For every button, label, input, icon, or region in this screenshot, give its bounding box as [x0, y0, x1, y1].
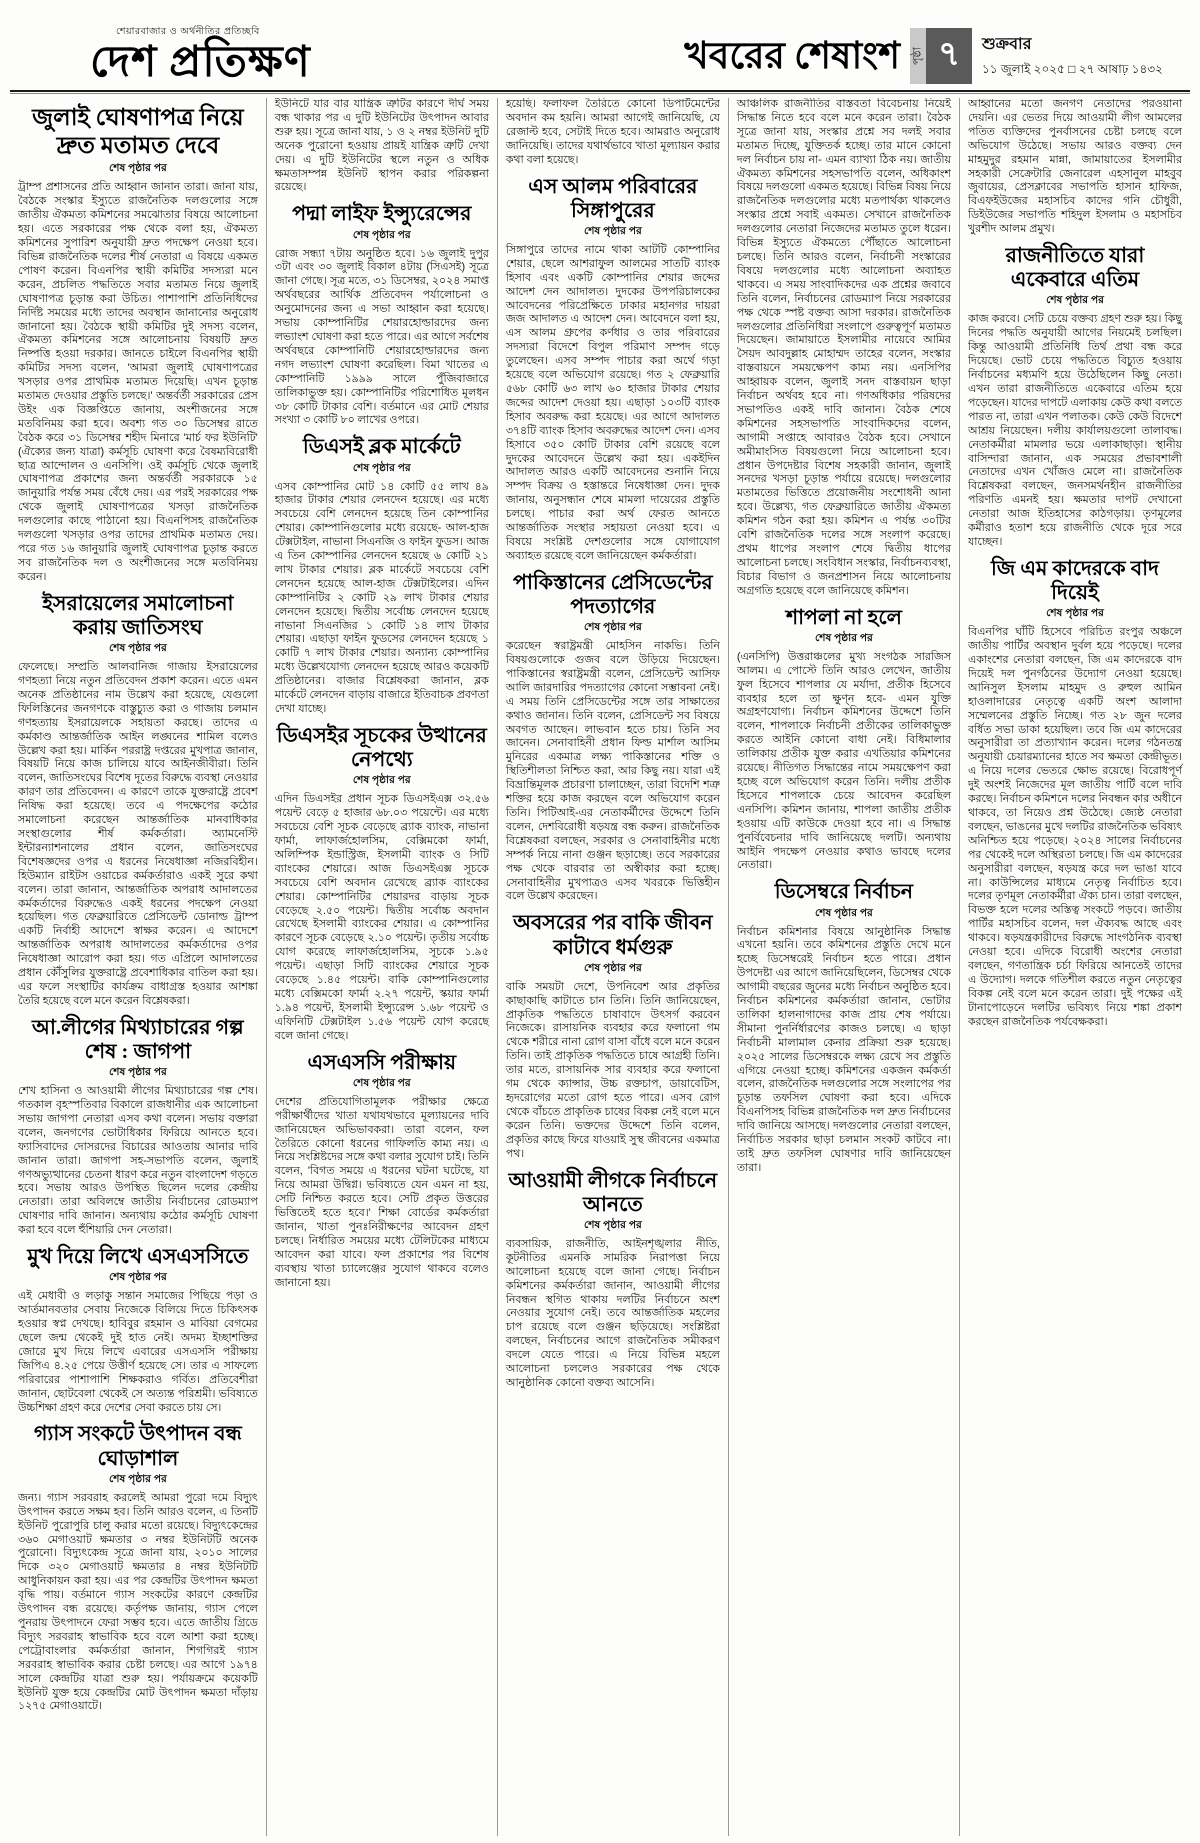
article-body: নির্বাচন কমিশনার বিষয়ে আনুষ্ঠানিক সিদ্ধান্ত এখনো হয়নি। তবে কমিশনের প্রস্তুতি দেখে মনে হচ্ছে ডিসেম্বরেই নির্বাচন হতে পারে। প্রধান উপদেষ্টা এর আগে জানিয়েছিলেন, ডিসেম্বর থেকে আগামী বছরের জুনের মধ্যে নির্বাচন অনুষ্ঠিত হবে। নির্বাচন কমিশনের কর্মকর্তারা জানান, ভোটার তালিকা হালনাগাদের কাজ প্রায় শেষ পর্যায়ে। সীমানা পুনর্নির্ধারণের কাজও চলছে। এ ছাড়া নির্বাচনী মালামাল কেনার প্রক্রিয়া শুরু হয়েছে। ২০২৫ সালের ডিসেম্বরকে লক্ষ্য রেখে সব প্রস্তুতি এগিয়ে নেওয়া হচ্ছে। কমিশনের একজন কর্মকর্তা বলেন, রাজনৈতিক দলগুলোর সঙ্গে সংলাপের পর চূড়ান্ত তফসিল ঘোষণা করা হবে। এদিকে বিএনপিসহ বিভিন্ন রাজনৈতিক দল দ্রুত নির্বাচনের দাবি জানিয়ে আসছে। দলগুলোর নেতারা বলছেন, নির্বাচিত সরকার ছাড়া চলমান সংকট কাটবে না। তাই দ্রুত তফসিল ঘোষণার দাবি জানিয়েছেন তারা।	[736, 925, 951, 1174]
article-body: রোজ সন্ধ্যা ৭টায় অনুষ্ঠিত হবে। ১৬ জুলাই দুপুর ৩টা এবং ৩০ জুলাই বিকাল ৪টায় (সিএসই) সূত্রে জানা গেছে। সূত্র মতে, ৩১ ডিসেম্বর, ২০২৪ সমাপ্ত অর্থবছরের আর্থিক প্রতিবেদন পর্যালোচনা ও অনুমোদনের জন্য এ সভা আহ্বান করা হয়েছে। সভায় কোম্পানিটির শেয়ারহোল্ডারদের জন্য লভ্যাংশ ঘোষণা করা হতে পারে। এর আগে সর্বশেষ অর্থবছরে কোম্পানিটি শেয়ারহোল্ডারদের জন্য নগদ লভ্যাংশ ঘোষণা করেছিল। বিমা খাতের এ কোম্পানিটি ১৯৯৯ সালে পুঁজিবাজারে তালিকাভুক্ত হয়। কোম্পানিটির পরিশোধিত মূলধন ৩৮ কোটি টাকার বেশি। বর্তমানে এর মোট শেয়ার সংখ্যা ৩ কোটি ৮০ লাখের ওপরে।	[274, 247, 489, 427]
article-headline: আওয়ামী লীগকে নির্বাচনে আনতে	[508, 1169, 718, 1216]
continued-from-label: শেষ পৃষ্ঠার পর	[583, 621, 642, 634]
date-line: ১১ জুলাই ২০২৫ □ ২৭ আষাঢ় ১৪৩২	[982, 62, 1163, 76]
continued-from-label: শেষ পৃষ্ঠার পর	[108, 162, 167, 175]
news-columns	[10, 98, 1190, 1836]
article	[18, 1245, 258, 1415]
page-number: ৭	[926, 28, 972, 84]
article	[506, 98, 720, 168]
news-column-5	[959, 98, 1190, 1836]
article	[18, 1016, 258, 1238]
article-body: এসব কোম্পানির মোট ১৪ কোটি ৫৫ লাখ ৪৯ হাজার টাকার শেয়ার লেনদেন হয়েছে। এর মধ্যে সবচেয়ে বেশি লেনদেন হয়েছে তিন কোম্পানির শেয়ার। কোম্পানিগুলোর মধ্যে রয়েছে- আল-হাজ টেক্সটাইল, নাভানা সিএনজি ও ফাইন ফুডস। আজ এ তিন কোম্পানির লেনদেন হয়েছে ৬ কোটি ২১ লাখ টাকার শেয়ার। ব্লক মার্কেটে সবচেয়ে বেশি লেনদেন হয়েছে আল-হাজ টেক্সটাইলের। এদিন কোম্পানিটির ২ কোটি ২৯ লাখ টাকার শেয়ার লেনদেন হয়েছে। দ্বিতীয় সর্বোচ্চ লেনদেন হয়েছে নাভানা সিএনজির ১ কোটি ১৪ লাখ টাকার শেয়ার। এছাড়া ফাইন ফুডসের লেনদেন হয়েছে ১ কোটি ৭ লাখ টাকার শেয়ার। অন্যান্য কোম্পানির মধ্যে উল্লেখযোগ্য লেনদেন হয়েছে আরও কয়েকটি প্রতিষ্ঠানের। বাজার বিশ্লেষকরা জানান, ব্লক মার্কেটে লেনদেন বাড়ায় বাজারে ইতিবাচক প্রবণতা দেখা যাচ্ছে।	[274, 480, 489, 715]
article	[737, 606, 951, 874]
continued-from-label: শেষ পৃষ্ঠার পর	[815, 631, 873, 644]
news-column-3	[497, 98, 728, 1836]
header-divider	[10, 90, 1190, 92]
continued-from-label: শেষ পৃষ্ঠার পর	[352, 228, 411, 241]
article-body: আঞ্চলিক রাজনীতির বাস্তবতা বিবেচনায় নিয়েই সিদ্ধান্ত নিতে হবে বলে মনে করেন তারা। বৈঠক সূত্রে জানা যায়, সংস্কার প্রশ্নে সব দলই সবার মতামত দিচ্ছে, যুক্তিতর্ক হচ্ছে। তার মানে কোনো দল নির্বাচন চায় না- এমন ব্যাখ্যা ঠিক নয়। জাতীয় ঐকমত্য কমিশনের সহসভাপতি বলেন, অধিকাংশ বিষয়ে দলগুলো একমত হয়েছে। বিভিন্ন বিষয় নিয়ে রাজনৈতিক দলগুলোর মধ্যে মতপার্থক্য থাকলেও সংস্কার প্রশ্নে সবাই একমত। সেখানে রাজনৈতিক দলগুলোর নেতারা নিজেদের মতামত তুলে ধরেন। বিভিন্ন ইস্যুতে ঐকমত্যে পৌঁছাতে আলোচনা চলছে। তিনি আরও বলেন, নির্বাচনী সংস্কারের বিষয়ে দলগুলোর মধ্যে আলোচনা অব্যাহত থাকবে। এ সময় সাংবাদিকদের এক প্রশ্নের জবাবে তিনি বলেন, নির্বাচনের রোডম্যাপ নিয়ে সরকারের পক্ষ থেকে স্পষ্ট বক্তব্য আসা দরকার। রাজনৈতিক দলগুলোর প্রতিনিধিরা সংলাপে গুরুত্বপূর্ণ মতামত দিয়েছেন। জামায়াতে ইসলামীর নায়েবে আমির সৈয়দ আবদুল্লাহ মোহাম্মদ তাহের বলেন, সংস্কার বাস্তবায়নে সময়ক্ষেপণ কাম্য নয়। এনসিপির আহ্বায়ক বলেন, জুলাই সনদ বাস্তবায়ন ছাড়া নির্বাচন অর্থবহ হবে না। গণঅধিকার পরিষদের সভাপতিও একই দাবি জানান। বৈঠক শেষে কমিশনের সহসভাপতি সাংবাদিকদের বলেন, আগামী সপ্তাহে আবারও বৈঠক হবে। সেখানে অমীমাংসিত বিষয়গুলো নিয়ে আলোচনা হবে। প্রধান উপদেষ্টার বিশেষ সহকারী জানান, জুলাই সনদের খসড়া চূড়ান্ত পর্যায়ে রয়েছে। দলগুলোর মতামতের ভিত্তিতে প্রয়োজনীয় সংশোধনী আনা হবে। উল্লেখ্য, গত ফেব্রুয়ারিতে জাতীয় ঐকমত্য কমিশন গঠন করা হয়। কমিশন এ পর্যন্ত ৩০টির বেশি রাজনৈতিক দলের সঙ্গে সংলাপ করেছে। প্রথম ধাপের সংলাপ শেষে দ্বিতীয় ধাপের আলোচনা চলছে। সংবিধান সংস্কার, নির্বাচনব্যবস্থা, বিচার বিভাগ ও জনপ্রশাসন নিয়ে আলোচনায় অগ্রগতি হয়েছে বলে জানিয়েছে কমিশন।	[736, 98, 951, 597]
article	[18, 592, 258, 1009]
continued-from-label: শেষ পৃষ্ঠার পর	[352, 461, 411, 474]
article	[506, 1169, 720, 1391]
header-right	[684, 28, 1172, 84]
article	[275, 202, 489, 428]
page-header	[0, 0, 1200, 90]
article-body: ট্রাম্প প্রশাসনের প্রতি আহ্বান জানান তারা। জানা যায়, বৈঠকে সংস্কার ইস্যুতে রাজনৈতিক দলগুলোর সঙ্গে জাতীয় ঐকমত্য কমিশনের সমঝোতার বিষয়ে আলোচনা হয়। এতে সরকারের পক্ষ থেকে বলা হয়, ঐকমত্য কমিশনের সুপারিশ অনুযায়ী দ্রুত পদক্ষেপ নেওয়া হবে। বিভিন্ন রাজনৈতিক দলের শীর্ষ নেতারা এ বিষয়ে একমত পোষণ করেন। বিএনপির স্থায়ী কমিটির সদস্যরা মনে করেন, প্রচলিত পদ্ধতিতে সবার মতামত নিয়ে জুলাই ঘোষণাপত্র চূড়ান্ত করা উচিত। পাশাপাশি প্রতিনিধিদের নির্দিষ্ট সময়ের মধ্যে তাদের অবস্থান জানানোর অনুরোধ জানানো হয়। বৈঠকে স্থায়ী কমিটির দুই সদস্য বলেন, ঐকমত্য কমিশনের সঙ্গে আলোচনায় বিষয়টি দ্রুত নিষ্পত্তি হওয়া দরকার। জানতে চাইলে বিএনপির স্থায়ী কমিটির সদস্য বলেন, 'আমরা জুলাই ঘোষণাপত্রের খসড়ার ওপর প্রাথমিক মতামত দিয়েছি। এখন চূড়ান্ত মতামত দেওয়ার প্রস্তুতি চলছে।' অন্তর্বর্তী সরকারের প্রেস উইং এক বিজ্ঞপ্তিতে জানায়, অংশীজনের সঙ্গে মতবিনিময় করা হবে। অবশ্য গত ৩০ ডিসেম্বর রাতে বৈঠক করে ৩১ ডিসেম্বর শহীদ মিনারে 'মার্চ ফর ইউনিটি' (ঐক্যের জন্য যাত্রা) কর্মসূচি ঘোষণা করে বৈষম্যবিরোধী ছাত্র আন্দোলন ও এনসিপি। ওই কর্মসূচি থেকে জুলাই ঘোষণাপত্র প্রকাশের জন্য অন্তর্বর্তী সরকারকে ১৫ জানুয়ারি পর্যন্ত সময় বেঁধে দেয়। এর পরই সরকারের পক্ষ থেকে জুলাই ঘোষণাপত্রের খসড়া রাজনৈতিক দলগুলোর কাছে পাঠানো হয়। বিএনপিসহ রাজনৈতিক দলগুলো খসড়ার ওপর তাদের প্রাথমিক মতামত দেয়। পরে গত ১৬ জানুয়ারি জুলাই ঘোষণাপত্র চূড়ান্ত করতে সব রাজনৈতিক দল ও অংশীজনের সঙ্গে মতবিনিময় করেন।	[18, 181, 258, 583]
article-body: জন্য। গ্যাস সরবরাহ করলেই আমরা পুরো দমে বিদ্যুৎ উৎপাদন করতে সক্ষম হব। তিনি আরও বলেন, এ তিনটি ইউনিট পুরোপুরি চালু করার মতো রয়েছে। বিদ্যুৎকেন্দ্রের ৩৬০ মেগাওয়াট ক্ষমতার ৩ নম্বর ইউনিটটি অনেক পুরোনো। বিদ্যুৎকেন্দ্র সূত্রে জানা যায়, ২০১০ সালের দিকে ৩২০ মেগাওয়াট ক্ষমতার ৪ নম্বর ইউনিটটি আধুনিকায়ন করা হয়। এর পর কেন্দ্রটির উৎপাদন ক্ষমতা বৃদ্ধি পায়। বর্তমানে গ্যাস সংকটের কারণে কেন্দ্রটির উৎপাদন বন্ধ রয়েছে। কর্তৃপক্ষ জানায়, গ্যাস পেলে পুনরায় উৎপাদনে ফেরা সম্ভব হবে। এতে জাতীয় গ্রিডে বিদ্যুৎ সরবরাহ স্বাভাবিক হবে বলে আশা করা হচ্ছে। পেট্রোবাংলার কর্মকর্তারা জানান, শিগগিরই গ্যাস সরবরাহ স্বাভাবিক করার চেষ্টা চলছে। এর আগে ১৯৭৪ সালে কেন্দ্রটির যাত্রা শুরু হয়। পর্যায়ক্রমে কয়েকটি ইউনিট যুক্ত হয়ে কেন্দ্রটির মোট উৎপাদন ক্ষমতা দাঁড়ায় ১২৭৫ মেগাওয়াটে।	[18, 1491, 258, 1713]
article-body: কাজ করবে। সেটি চেয়ে বক্তব্য গ্রহণ শুরু হয়। কিছু দিনের পদ্ধতি অনুযায়ী আগের নিয়মেই চলছিল। কিন্তু আওয়ামী প্রতিনিধি তির্থ প্রথা বন্ধ করে দিয়েছে। ভোট চেয়ে পদ্ধতিতে বিচ্যুত হওয়ায় নির্বাচনের মধ্যমণি হয়ে উঠেছিলেন কিছু নেতা। এখন তারা রাজনীতিতে একেবারে এতিম হয়ে পড়েছেন। যাদের দাপটে এলাকায় কেউ কথা বলতে পারত না, তারা এখন পলাতক। কেউ কেউ বিদেশে আশ্রয় নিয়েছেন। দলীয় কার্যালয়গুলো তালাবদ্ধ। নেতাকর্মীরা মামলার ভয়ে এলাকাছাড়া। স্থানীয় বাসিন্দারা জানান, এক সময়ের প্রভাবশালী নেতাদের এখন খোঁজও মেলে না। রাজনৈতিক বিশ্লেষকরা বলছেন, জনসমর্থনহীন রাজনীতির পরিণতি এমনই হয়। ক্ষমতার দাপট দেখানো নেতারা আজ ইতিহাসের কাঠগড়ায়। তৃণমূলের কর্মীরাও হতাশ হয়ে রাজনীতি থেকে দূরে সরে যাচ্ছেন।	[967, 313, 1182, 548]
page-label: পৃষ্ঠা	[910, 28, 926, 84]
header-divider-thin	[10, 93, 1190, 94]
article-headline: গ্যাস সংকটে উৎপাদন বন্ধ ঘোড়াশাল	[33, 1423, 242, 1470]
article-headline: পদ্মা লাইফ ইন্স্যুরেন্সের	[292, 203, 472, 226]
article-body: এই মেধাবী ও লড়াকু সন্তান সমাজের পিছিয়ে পড়া ও আর্তমানবতার সেবায় নিজেকে বিলিয়ে দিতে চিকিৎসক হওয়ার স্বপ্ন দেখছে। হাবিবুর রহমান ও মাবিয়া বেগমের ছেলে জন্ম থেকেই দুই হাত নেই। অদম্য ইচ্ছাশক্তির জোরে মুখ দিয়ে লিখে এবারের এসএসসি পরীক্ষায় জিপিএ ৪.২৫ পেয়ে উত্তীর্ণ হয়েছে সে। তার এ সাফল্যে পরিবারের পাশাপাশি শিক্ষকরাও গর্বিত। প্রতিবেশীরা জানান, ছোটবেলা থেকেই সে অত্যন্ত পরিশ্রমী। ভবিষ্যতে উচ্চশিক্ষা গ্রহণ করে দেশের সেবা করতে চায় সে।	[18, 1290, 258, 1414]
page-number-box	[910, 28, 972, 84]
article-body: ইউনিটে যার বার যান্ত্রিক ত্রুটির কারণে দীর্ঘ সময় বন্ধ থাকার পর এ দুটি ইউনিটের উৎপাদন আবার শুরু হয়। সূত্রে জানা যায়, ১ ও ২ নম্বর ইউনিট দুটি অনেক পুরোনো হওয়ায় প্রায়ই যান্ত্রিক ত্রুটি দেখা দেয়। এ দুটি ইউনিটের স্থলে নতুন ও অধিক ক্ষমতাসম্পন্ন ইউনিট স্থাপন করার পরিকল্পনা রয়েছে।	[274, 98, 489, 194]
article	[275, 435, 489, 717]
article-headline: আ.লীগের মিথ্যাচারের গল্প শেষ : জাগপা	[32, 1016, 244, 1063]
article-body: শেখ হাসিনা ও আওয়ামী লীগের মিথ্যাচারের গল্প শেষ। গতকাল বৃহস্পতিবার বিকালে রাজধানীর এক আলোচনা সভায় জাগপা নেতারা এসব কথা বলেন। সভায় বক্তারা বলেন, জনগণের ভোটাধিকার ফিরিয়ে আনতে হবে। ফ্যাসিবাদের দোসরদের বিচারের আওতায় আনার দাবি জানান তারা। জাগপা সহ-সভাপতি বলেন, জুলাই গণঅভ্যুত্থানের চেতনা ধারণ করে নতুন বাংলাদেশ গড়তে হবে। সভায় আরও উপস্থিত ছিলেন দলের কেন্দ্রীয় নেতারা। তারা অবিলম্বে জাতীয় নির্বাচনের রোডম্যাপ ঘোষণার দাবি জানান। অন্যথায় কঠোর কর্মসূচি ঘোষণা করা হবে বলে হুঁশিয়ারি দেন নেতারা।	[18, 1085, 258, 1237]
article-headline: মুখ দিয়ে লিখে এসএসসিতে	[27, 1246, 249, 1269]
article-body: সিঙ্গাপুরে তাদের নামে থাকা আটটি কোম্পানির শেয়ার, ছেলে আশরাফুল আলমের সাতটি ব্যাংক হিসাব এবং একটি কোম্পানির শেয়ার জব্দের আদেশ দেন আদালত। দুদকের উপপরিচালকের আবেদনের পরিপ্রেক্ষিতে ঢাকার মহানগর দায়রা জজ আদালত এ আদেশ দেন। আবেদনে বলা হয়, এস আলম গ্রুপের কর্ণধার ও তার পরিবারের সদস্যরা বিদেশে বিপুল পরিমাণ সম্পদ গড়ে তুলেছেন। এসব সম্পদ পাচার করা অর্থে গড়া হয়েছে বলে অভিযোগ রয়েছে। গত ২ ফেব্রুয়ারি ৫৬৮ কোটি ৬৩ লাখ ৬০ হাজার টাকার শেয়ার জব্দের আদেশ দেওয়া হয়। এছাড়া ১০৩টি ব্যাংক হিসাব অবরুদ্ধ করা হয়েছে। এর আগে আদালত ৩৭৪টি ব্যাংক হিসাব অবরুদ্ধের আদেশ দেন। এসব হিসাবে ৩৫০ কোটি টাকার বেশি রয়েছে বলে দুদকের আবেদনে উল্লেখ করা হয়। একইদিন আদালত আরও একটি আবেদনের শুনানি নিয়ে সম্পদ বিক্রয় ও হস্তান্তরে নিষেধাজ্ঞা দেন। দুদক জানায়, অনুসন্ধান শেষে মামলা দায়েরের প্রস্তুতি চলছে। পাচার করা অর্থ ফেরত আনতে আন্তর্জাতিক সংস্থার সহায়তা নেওয়া হবে। এ বিষয়ে সংশ্লিষ্ট দেশগুলোর সঙ্গে যোগাযোগ অব্যাহত রয়েছে বলে জানিয়েছেন কর্মকর্তারা।	[505, 243, 720, 562]
continued-from-label: শেষ পৃষ্ঠার পর	[108, 1472, 167, 1485]
continued-from-label: শেষ পৃষ্ঠার পর	[352, 774, 411, 787]
article	[275, 98, 489, 195]
news-column-1	[10, 98, 266, 1836]
article	[737, 98, 951, 599]
news-column-4	[728, 98, 959, 1836]
article-headline: জুলাই ঘোষণাপত্র নিয়ে দ্রুত মতামত দেবে	[32, 105, 244, 159]
article	[737, 880, 951, 1176]
continued-from-label: শেষ পৃষ্ঠার পর	[583, 961, 642, 974]
article-headline: এস আলম পরিবারের সিঙ্গাপুরের	[528, 175, 698, 222]
article-headline: পাকিস্তানের প্রেসিডেন্টের পদত্যাগের	[513, 571, 713, 618]
article-headline: রাজনীতিতে যারা একেবারে এতিম	[1005, 245, 1145, 292]
article-body: এদিন ডিএসইর প্রধান সূচক ডিএসইএক্স ৩২.৫৬ পয়েন্ট বেড়ে ৫ হাজার ৬৮.০৩ পয়েন্টে। এর মধ্যে সবচেয়ে বেশি সূচক বেড়েছে ব্র্যাক ব্যাংক, নাভানা ফার্মা, লাফার্জহোলসিম, বেক্সিমকো ফার্মা, অলিম্পিক ইন্ডাস্ট্রিজ, ইসলামী ব্যাংক ও সিটি ব্যাংকের শেয়ারে। আজ ডিএসইএক্স সূচকে সবচেয়ে বেশি অবদান রেখেছে ব্র্যাক ব্যাংকের শেয়ার। কোম্পানিটির শেয়ারদর বাড়ায় সূচক বেড়েছে ২.৫০ পয়েন্ট। দ্বিতীয় সর্বোচ্চ অবদান রেখেছে ইসলামী ব্যাংকের শেয়ার। এ কোম্পানির কারণে সূচক বেড়েছে ২.১০ পয়েন্ট। তৃতীয় সর্বোচ্চ যোগ করেছে লাফার্জহোলসিম, সূচকে ১.৯৫ পয়েন্ট। এছাড়া সিটি ব্যাংকের শেয়ারে সূচক বেড়েছে ১.৪৫ পয়েন্ট। বাকি কোম্পানিগুলোর মধ্যে বেক্সিমকো ফার্মা ২.২৭ পয়েন্ট, স্কয়ার ফার্মা ১.৯৪ পয়েন্ট, ইসলামী ইন্স্যুরেন্স ১.৬৮ পয়েন্ট ও এফিনিটি টেক্সটাইল ১.৫৬ পয়েন্ট যোগ করেছে বলে জানা গেছে।	[274, 793, 489, 1042]
article-body: ফেলেছে। সম্প্রতি আলবানিজ গাজায় ইসরায়েলের গণহত্যা নিয়ে নতুন প্রতিবেদন প্রকাশ করেন। এতে এমন অনেক প্রতিষ্ঠানের নাম উল্লেখ করা হয়েছে, যেগুলো ফিলিস্তিনের জনগণকে বাস্তুচ্যুত করা ও গাজায় চলমান গণহত্যায় ইসরায়েলকে সহায়তা করছে। তাদের এ কর্মকাণ্ড আন্তর্জাতিক আইন লঙ্ঘনের শামিল বলেও উল্লেখ করা হয়। মার্কিন পররাষ্ট্র দপ্তরের মুখপাত্র জানান, বিষয়টি নিয়ে কাজ চালিয়ে যাবে আইনজীবীরা। তিনি বলেন, জাতিসংঘের বিশেষ দূতের বিরুদ্ধে ব্যবস্থা নেওয়ার কারণ তার প্রতিবেদন। এ কারণে তাকে যুক্তরাষ্ট্রে প্রবেশ নিষিদ্ধ করা হয়েছে। তবে এ পদক্ষেপের কঠোর সমালোচনা করেছেন আন্তর্জাতিক মানবাধিকার সংস্থাগুলোর শীর্ষ কর্মকর্তারা। অ্যামনেস্টি ইন্টারন্যাশনালের প্রধান বলেন, জাতিসংঘের বিশেষজ্ঞদের ওপর এ ধরনের নিষেধাজ্ঞা নজিরবিহীন। হিউম্যান রাইটস ওয়াচের কর্মকর্তারাও একই সুরে কথা বলেন। তারা জানান, আন্তর্জাতিক অপরাধ আদালতের কর্মকর্তাদের বিরুদ্ধেও একই ধরনের পদক্ষেপ নেওয়া হয়েছিল। গত ফেব্রুয়ারিতে প্রেসিডেন্ট ডোনাল্ড ট্রাম্প একটি নির্বাহী আদেশে স্বাক্ষর করেন। এ আদেশে আন্তর্জাতিক অপরাধ আদালতের কর্মকর্তাদের ওপর নিষেধাজ্ঞা আরোপ করা হয়। গত এপ্রিলে আদালতের প্রধান কৌঁসুলির যুক্তরাষ্ট্রে প্রবেশাধিকার বাতিল করা হয়। এর ফলে সংস্থাটির কার্যক্রম বাধাগ্রস্ত হওয়ার আশঙ্কা তৈরি হয়েছে বলে মনে করেন বিশ্লেষকরা।	[18, 661, 258, 1007]
continued-from-label: শেষ পৃষ্ঠার পর	[108, 1271, 167, 1284]
masthead	[90, 25, 311, 84]
continued-from-label: শেষ পৃষ্ঠার পর	[352, 1076, 411, 1089]
article-body: ব্যবসায়িক, রাজনীতি, আইনশৃঙ্খলার নীতি, কূটনীতির এমনকি সামরিক নিরাপত্তা নিয়ে আলোচনা হয়েছে বলে জানা গেছে। নির্বাচন কমিশনের কর্মকর্তারা জানান, আওয়ামী লীগের নিবন্ধন স্থগিত থাকায় দলটির নির্বাচনে অংশ নেওয়ার সুযোগ নেই। তবে আন্তর্জাতিক মহলের চাপ রয়েছে বলে গুঞ্জন ছড়িয়েছে। সংশ্লিষ্টরা বলছেন, নির্বাচনের আগে রাজনৈতিক সমীকরণ বদলে যেতে পারে। এ নিয়ে বিভিন্ন মহলে আলোচনা চললেও সরকারের পক্ষ থেকে আনুষ্ঠানিক কোনো বক্তব্য আসেনি।	[505, 1237, 720, 1389]
article	[506, 175, 720, 564]
continued-from-label: শেষ পৃষ্ঠার পর	[815, 906, 873, 919]
article-body: (এনসিপি) উত্তরাঞ্চলের মুখ্য সংগঠক সারজিস আলম। এ পোস্টে তিনি আরও লেখেন, জাতীয় ফুল হিসেবে শাপলার যে মর্যাদা, প্রতীক হিসেবে ব্যবহার হলে তা ক্ষুণ্ন হবে- এমন যুক্তি অগ্রহণযোগ্য। নির্বাচন কমিশনের উদ্দেশে তিনি বলেন, শাপলাকে নির্বাচনী প্রতীকের তালিকাভুক্ত করতে আইনি কোনো বাধা নেই। বিধিমালার তালিকায় প্রতীক যুক্ত করার এখতিয়ার কমিশনের রয়েছে। নীতিগত সিদ্ধান্তের নামে সময়ক্ষেপণ করা হচ্ছে বলে অভিযোগ করেন তিনি। দলীয় প্রতীক হিসেবে শাপলাকে চেয়ে আবেদন করেছিল এনসিপি। কমিশন জানায়, শাপলা জাতীয় প্রতীক হওয়ায় এটি কাউকে দেওয়া হবে না। এ সিদ্ধান্ত পুনর্বিবেচনার দাবি জানিয়েছে দলটি। অন্যথায় আইনি পদক্ষেপ নেওয়ার কথাও ভাবছে দলের নেতারা।	[736, 650, 951, 872]
article-headline: অবসরের পর বাকি জীবন কাটাবে ধর্মগুরু	[513, 912, 713, 959]
article-headline: ডিএসইর সূচকের উত্থানের নেপথ্যে	[276, 724, 487, 772]
continued-from-label: শেষ পৃষ্ঠার পর	[1046, 294, 1104, 307]
article-headline: ডিএসই ব্লক মার্কেটে	[302, 436, 461, 459]
article	[275, 724, 489, 1044]
article-body: বাকি সময়টা দেশে, উপনিবেশ আর প্রকৃতির কাছাকাছি কাটাতে চান তিনি। তিনি জানিয়েছেন, প্রাকৃতিক পদ্ধতিতে চাষাবাদে উৎসর্গ করবেন নিজেকে। রাসায়নিক ব্যবহার করে ফলানো গম থেকে শরীরে নানা রোগ বাসা বাঁধে বলে মনে করেন তিনি। তাই প্রাকৃতিক পদ্ধতিতে চাষে আগ্রহী তিনি। তার মতে, রাসায়নিক সার ব্যবহার করে ফলানো গম থেকে ক্যান্সার, উচ্চ রক্তচাপ, ডায়াবেটিস, হৃদরোগের মতো রোগ হতে পারে। এসব রোগ থেকে বাঁচতে প্রাকৃতিক চাষের বিকল্প নেই বলে মনে করেন তিনি। ভক্তদের উদ্দেশে তিনি বলেন, প্রকৃতির কাছে ফিরে যাওয়াই সুস্থ জীবনের একমাত্র পথ।	[505, 980, 720, 1160]
article-body: দেশের প্রতিযোগিতামূলক পরীক্ষার ক্ষেত্রে পরীক্ষার্থীদের খাতা যথাযথভাবে মূল্যায়নের দাবি জানিয়েছেন অভিভাবকরা। তারা বলেন, ফল তৈরিতে কোনো ধরনের গাফিলতি কাম্য নয়। এ নিয়ে সংশ্লিষ্টদের সঙ্গে কথা বলার সুযোগ চাই। তিনি বলেন, 'বিগত সময়ে এ ধরনের ঘটনা ঘটেছে, যা নিয়ে আমরা উদ্বিগ্ন। ভবিষ্যতে যেন এমন না হয়, সেটি নিশ্চিত করতে হবে। সেটি প্রকৃত উত্তরের ভিত্তিতেই হতে হবে।' শিক্ষা বোর্ডের কর্মকর্তারা জানান, খাতা পুনঃনিরীক্ষণের আবেদন গ্রহণ চলছে। নির্ধারিত সময়ের মধ্যে টেলিটকের মাধ্যমে আবেদন করা যাবে। ফল প্রকাশের পর বিশেষ ব্যবস্থায় খাতা চ্যালেঞ্জের সুযোগ থাকবে বলেও জানানো হয়।	[274, 1095, 489, 1289]
article-body: আহ্বানের মতো জনগণ নেতাদের পরওয়ানা দেয়নি। এর ভেতর দিয়ে আওয়ামী লীগ আমলের পতিত ব্যক্তিদের পুনর্বাসনের চেষ্টা চলছে বলে অভিযোগ উঠেছে। সভায় আরও বক্তব্য দেন মাহমুদুর রহমান মান্না, জামায়াতের ইসলামীর সহকারী সেক্রেটারি জেনারেল এহসানুল মাহবুব জুবায়ের, প্রেসক্লাবের সভাপতি হাসান হাফিজ, বিএফইউজের মহাসচিব কাদের গনি চৌধুরী, ডিইউজের সভাপতি শহিদুল ইসলাম ও মহাসচিব খুরশীদ আলম প্রমুখ।	[967, 98, 1182, 236]
article-headline: শাপলা না হলে	[785, 606, 902, 629]
article-headline: জি এম কাদেরকে বাদ দিয়েই	[991, 557, 1159, 605]
article-headline: ইসরায়েলের সমালোচনা করায় জাতিসংঘ	[42, 592, 234, 639]
article	[506, 911, 720, 1161]
masthead-tagline: শেয়ারবাজার ও অর্থনীতির প্রতিচ্ছবি	[116, 26, 260, 37]
continued-from-label: শেষ পৃষ্ঠার পর	[1046, 607, 1104, 620]
continued-from-label: শেষ পৃষ্ঠার পর	[108, 642, 167, 655]
continued-from-label: শেষ পৃষ্ঠার পর	[583, 224, 642, 237]
article	[275, 1051, 489, 1291]
article	[968, 244, 1182, 550]
article	[968, 98, 1182, 237]
article-body: বিএনপির ঘাঁটি হিসেবে পরিচিত রংপুর অঞ্চলে জাতীয় পার্টির অবস্থান দুর্বল হয়ে পড়েছে। দলের একাংশের নেতারা বলছেন, জি এম কাদেরকে বাদ দিয়েই দল পুনর্গঠনের উদ্যোগ নেওয়া হয়েছে। আনিসুল ইসলাম মাহমুদ ও রুহুল আমিন হাওলাদারের নেতৃত্বে একটি অংশ আলাদা সম্মেলনের প্রস্তুতি নিচ্ছে। গত ২৮ জুন দলের বর্ধিত সভা ডাকা হয়েছিল। তবে জি এম কাদেরের অনুসারীরা তা প্রত্যাখ্যান করেন। দলের গঠনতন্ত্র অনুযায়ী চেয়ারম্যানের হাতে সব ক্ষমতা কেন্দ্রীভূত। এ নিয়ে দলের ভেতরে ক্ষোভ রয়েছে। বিরোধপূর্ণ দুই অংশই নিজেদের মূল জাতীয় পার্টি বলে দাবি করছে। নির্বাচন কমিশনে দলের নিবন্ধন কার অধীনে থাকবে, তা নিয়েও প্রশ্ন উঠেছে। জ্যেষ্ঠ নেতারা বলছেন, ভাঙনের মুখে দলটির রাজনৈতিক ভবিষ্যৎ অনিশ্চিত হয়ে পড়েছে। ২০২৪ সালের নির্বাচনের পর থেকেই দলে অস্থিরতা চলছে। জি এম কাদেরের অনুসারীরা বলছেন, ষড়যন্ত্র করে দল ভাঙা যাবে না। কাউন্সিলের মাধ্যমে নেতৃত্ব নির্বাচিত হবে। দলের তৃণমূল নেতাকর্মীরা ঐক্য চান। তারা বলছেন, বিভক্ত হলে দলের অস্তিত্ব সংকটে পড়বে। জাতীয় পার্টির মহাসচিব বলেন, দল ঐক্যবদ্ধ আছে এবং থাকবে। ষড়যন্ত্রকারীদের বিরুদ্ধে সাংগঠনিক ব্যবস্থা নেওয়া হবে। এদিকে বিরোধী অংশের নেতারা বলছেন, গণতান্ত্রিক চর্চা ফিরিয়ে আনতেই তাদের এ উদ্যোগ। দলকে গতিশীল করতে নতুন নেতৃত্বের বিকল্প নেই বলে মনে করেন তারা। দুই পক্ষের এই টানাপোড়েনে দলটির ভবিষ্যৎ নিয়ে শঙ্কা প্রকাশ করছেন রাজনৈতিক পর্যবেক্ষকরা।	[967, 626, 1182, 1028]
article	[506, 571, 720, 905]
article	[18, 105, 258, 585]
article-body: করেছেন স্বরাষ্ট্রমন্ত্রী মোহসিন নাকভি। তিনি বিষয়গুলোকে গুজব বলে উড়িয়ে দিয়েছেন। পাকিস্তানের স্বরাষ্ট্রমন্ত্রী বলেন, প্রেসিডেন্ট আসিফ আলি জারদারির পদত্যাগের কোনো সম্ভাবনা নেই। এ সময় তিনি প্রেসিডেন্টের সঙ্গে তার সাক্ষাতের কথাও জানান। তিনি বলেন, প্রেসিডেন্ট সব বিষয়ে অবগত আছেন। লাভবান হতে চায়। তিনি সব জানেন। সেনাবাহিনী প্রধান ফিল্ড মার্শাল আসিম মুনিরের একমাত্র লক্ষ্য পাকিস্তানের শক্তি ও স্থিতিশীলতা নিশ্চিত করা, আর কিছু নয়। যারা এই বিভ্রান্তিমূলক প্রচারণা চালাচ্ছেন, তারা বিদেশি শত্রু শক্তির হয়ে কাজ করছেন বলে অভিযোগ করেন তিনি। পিটিআই-এর নেতাকর্মীদের উদ্দেশে তিনি বলেন, দেশবিরোধী ষড়যন্ত্র বন্ধ করুন। রাজনৈতিক বিশ্লেষকরা বলছেন, সরকার ও সেনাবাহিনীর মধ্যে সম্পর্ক নিয়ে নানা গুঞ্জন ছড়াচ্ছে। তবে সরকারের পক্ষ থেকে বারবার তা অস্বীকার করা হচ্ছে। সেনাবাহিনীর মুখপাত্রও এসব খবরকে ভিত্তিহীন বলে উল্লেখ করেছেন।	[505, 640, 720, 903]
article	[18, 1422, 258, 1714]
continued-from-label: শেষ পৃষ্ঠার পর	[108, 1066, 167, 1079]
section-title: খবরের শেষাংশ	[684, 35, 900, 77]
article-headline: ডিসেম্বরে নির্বাচন	[774, 881, 913, 904]
article	[968, 557, 1182, 1030]
weekday: শুক্রবার	[982, 36, 1032, 53]
date-block	[982, 31, 1172, 81]
continued-from-label: শেষ পৃষ্ঠার পর	[583, 1218, 642, 1231]
news-column-2	[266, 98, 497, 1836]
article-headline: এসএসসি পরীক্ষায়	[307, 1051, 457, 1074]
article-body: হয়েছি। ফলাফল তৈরিতে কোনো ডিপার্টমেন্টের অবদান কম হয়নি। আমরা আগেই জানিয়েছি, যে রেজাল্ট হবে, সেটাই দিতে হবে। আমরাও অনুরোধ জানিয়েছি। তাদের যথার্থভাবে খাতা মূল্যায়ন করার কথা বলা হয়েছে।	[505, 98, 720, 166]
masthead-logo: দেশ প্রতিক্ষণ	[90, 39, 311, 86]
